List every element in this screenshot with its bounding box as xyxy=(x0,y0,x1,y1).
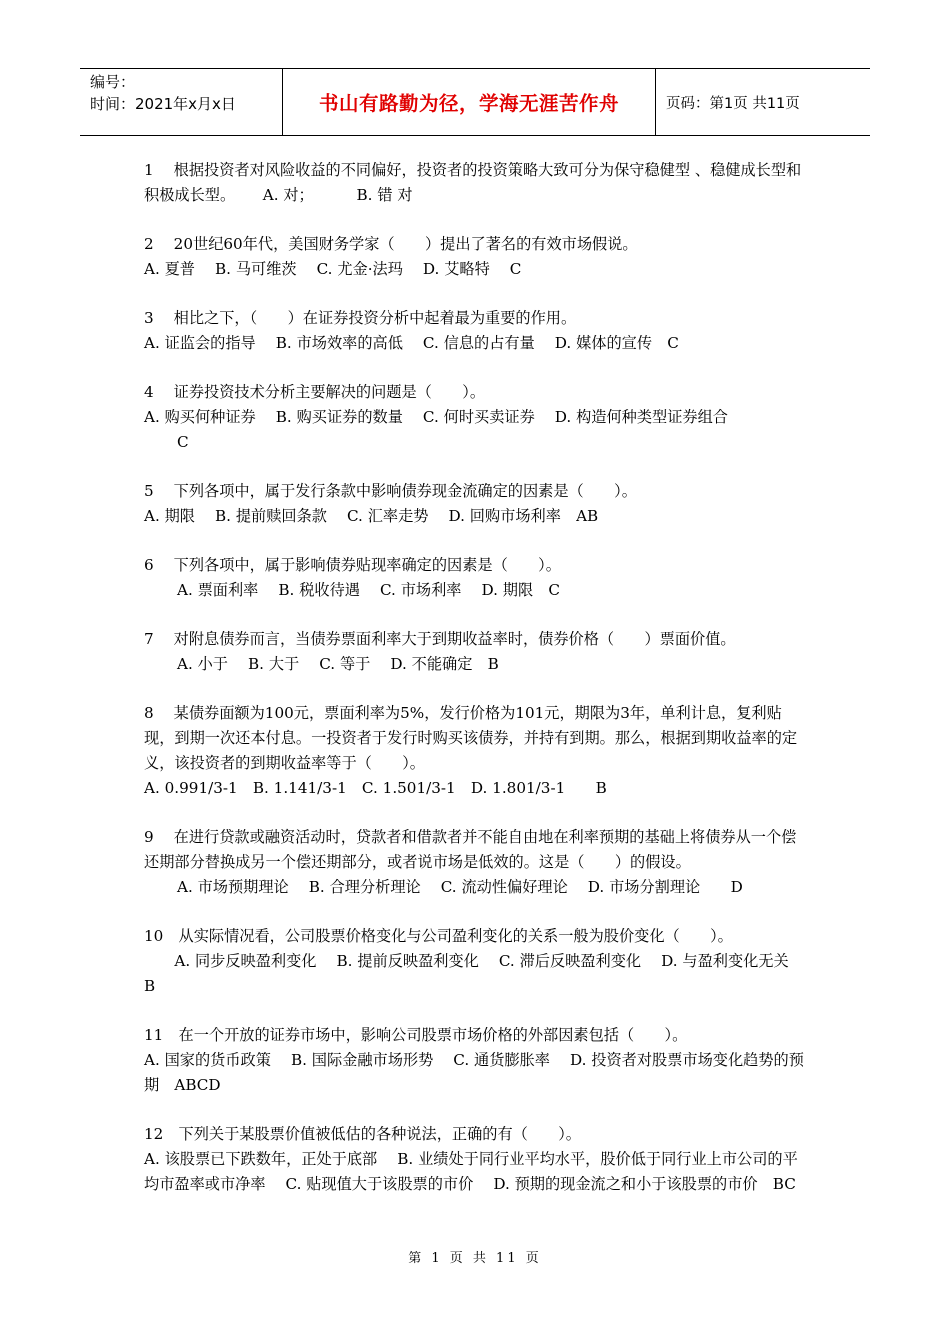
question-12 xyxy=(144,1122,810,1197)
question-list xyxy=(144,158,810,1221)
question-options: A. 同步反映盈利变化 B. 提前反映盈利变化 C. 滞后反映盈利变化 D. 与盈利变化无关 B xyxy=(144,952,804,995)
motto: 书山有路勤为径，学海无涯苦作舟 xyxy=(282,69,656,135)
question-options: A. 票面利率 B. 税收待遇 C. 市场利率 D. 期限 C xyxy=(177,581,560,599)
header-meta xyxy=(80,69,282,135)
time-label: 时间：2021年x月x日 xyxy=(90,95,236,113)
question-10 xyxy=(144,924,810,999)
question-options: A. 购买何种证券 B. 购买证券的数量 C. 何时买卖证券 D. 构造何种类型证券组合 xyxy=(144,408,728,426)
question-5 xyxy=(144,479,810,529)
question-7 xyxy=(144,627,810,677)
question-options: A. 0.991/3-1 B. 1.141/3-1 C. 1.501/3-1 D. 1.801/3-1 B xyxy=(144,779,607,797)
question-options: A. 该股票已下跌数年，正处于底部 B. 业绩处于同行业平均水平，股价低于同行业上市公司的平均市盈率或市净率 C. 贴现值大于该股票的市价 D. 预期的现金流之和小于该股票的市价 BC xyxy=(144,1150,798,1193)
question-9 xyxy=(144,825,810,900)
question-3 xyxy=(144,306,810,356)
question-stem: 12 下列关于某股票价值被低估的各种说法，正确的有（ ）。 xyxy=(144,1125,581,1143)
question-6 xyxy=(144,553,810,603)
question-stem: 11 在一个开放的证券市场中，影响公司股票市场价格的外部因素包括（ ）。 xyxy=(144,1026,688,1044)
question-1 xyxy=(144,158,810,208)
question-stem: 6 下列各项中，属于影响债券贴现率确定的因素是（ ）。 xyxy=(144,556,561,574)
question-stem: 5 下列各项中，属于发行条款中影响债券现金流确定的因素是（ ）。 xyxy=(144,482,637,500)
page-header xyxy=(80,68,870,136)
question-options: A. 市场预期理论 B. 合理分析理论 C. 流动性偏好理论 D. 市场分割理论 D xyxy=(177,878,743,896)
question-4 xyxy=(144,380,810,455)
question-stem: 8 某债券面额为100元，票面利率为5%，发行价格为101元，期限为3年，单利计息，复利贴现，到期一次还本付息。一投资者于发行时购买该债券，并持有到期。那么，根据到期收益率的定义，该投资者的到期收益率等于（ ）。 xyxy=(144,704,798,772)
question-options: A. 夏普 B. 马可维茨 C. 尤金·法玛 D. 艾略特 C xyxy=(144,260,522,278)
question-11 xyxy=(144,1023,810,1098)
question-stem: 9 在进行贷款或融资活动时，贷款者和借款者并不能自由地在利率预期的基础上将债券从一个偿还期部分替换成另一个偿还期部分，或者说市场是低效的。这是（ ）的假设。 xyxy=(144,828,797,871)
question-options: A. 国家的货币政策 B. 国际金融市场形势 C. 通货膨胀率 D. 投资者对股票市场变化趋势的预期 ABCD xyxy=(144,1051,804,1094)
question-answer: C xyxy=(177,433,189,451)
question-options: A. 小于 B. 大于 C. 等于 D. 不能确定 B xyxy=(177,655,499,673)
number-label: 编号： xyxy=(90,73,136,91)
question-stem: 10 从实际情况看，公司股票价格变化与公司盈利变化的关系一般为股价变化（ ）。 xyxy=(144,927,733,945)
question-stem: 7 对附息债券而言，当债券票面利率大于到期收益率时，债券价格（ ）票面价值。 xyxy=(144,630,736,648)
question-8 xyxy=(144,701,810,801)
page-info: 页码：第1页 共11页 xyxy=(666,95,800,112)
question-options: A. 期限 B. 提前赎回条款 C. 汇率走势 D. 回购市场利率 AB xyxy=(144,507,599,525)
question-stem: 2 20世纪60年代，美国财务学家（ ）提出了著名的有效市场假说。 xyxy=(144,235,638,253)
page-footer: 第 1 页 共 11 页 xyxy=(408,1251,542,1266)
question-2 xyxy=(144,232,810,282)
question-options: A. 证监会的指导 B. 市场效率的高低 C. 信息的占有量 D. 媒体的宣传 C xyxy=(144,334,679,352)
question-stem: 4 证券投资技术分析主要解决的问题是（ ）。 xyxy=(144,383,486,401)
question-stem: 1 根据投资者对风险收益的不同偏好，投资者的投资策略大致可分为保守稳健型 、稳健成长型和积极成长型。 A. 对； B. 错 对 xyxy=(144,161,802,204)
question-stem: 3 相比之下，（ ）在证券投资分析中起着最为重要的作用。 xyxy=(144,309,577,327)
